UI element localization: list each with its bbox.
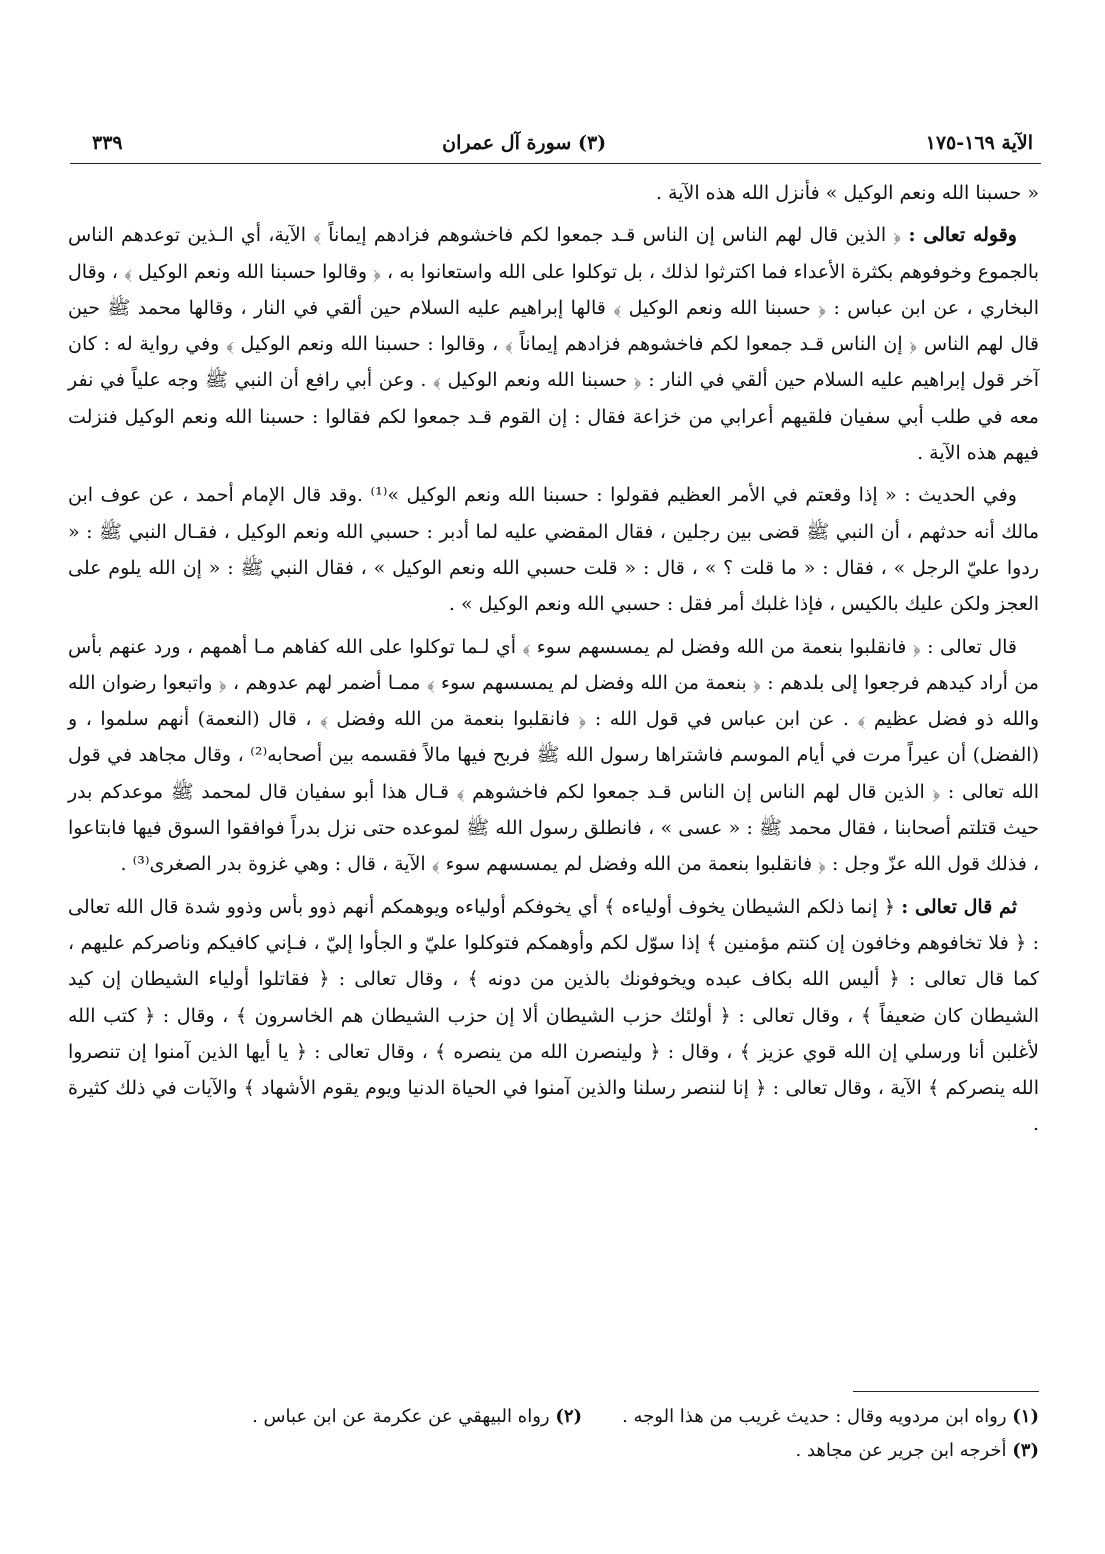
footnote-number: (٢) xyxy=(555,1406,583,1427)
footnote-number: (١) xyxy=(1012,1406,1039,1427)
footnote-row xyxy=(68,1434,1039,1468)
main-text xyxy=(68,175,1039,1149)
footnote-text: أخرجه ابن جرير عن مجاهد . xyxy=(795,1440,1007,1461)
paragraph xyxy=(68,477,1039,622)
footnote-3 xyxy=(796,1434,1039,1468)
paragraph-text: ﴿ إنما ذلكم الشيطان يخوف أولياءه ﴾ أي يخوفكم أولياءه ويوهمكم أنهم ذوو بأس وذوو شدة قال الله تعالى : ﴿ فلا تخافوهم وخافون إن كنتم مؤمنين ﴾ إذا سوّل لكم وأوهمكم فتوكلوا عليّ و الجأوا إليّ ، فـإني كافيكم وناصركم عليهم ، كما قال تعالى : ﴿ أليس الله بكاف عبده ويخوفونك بالذين من دونه ﴾ ، وقال تعالى : ﴿ فقاتلوا أولياء الشيطان إن كيد الشيطان كان ضعيفاً ﴾ ، وقال تعالى : ﴿ أولئك حزب الشيطان ألا إن حزب الشيطان هم الخاسرون ﴾ ، وقال : ﴿ كتب الله لأغلبن أنا ورسلي إن الله قوي عزيز ﴾ ، وقال : ﴿ ولينصرن الله من ينصره ﴾ ، وقال تعالى : ﴿ يا أيها الذين آمنوا إن تنصروا الله ينصركم ﴾ الآية ، وقال تعالى : ﴿ إنا لننصر رسلنا والذين آمنوا في الحياة الدنيا ويوم يقوم الأشهاد ﴾ والآيات في ذلك كثيرة . xyxy=(68,895,1039,1136)
paragraph-lead: وقوله تعالى : xyxy=(908,224,1017,247)
surah-title: (٣) سورة آل عمران xyxy=(442,132,607,154)
page-number: ٣٣٩ xyxy=(92,132,123,154)
paragraph xyxy=(68,889,1039,1143)
paragraph xyxy=(68,217,1039,471)
footnote-2 xyxy=(252,1400,582,1434)
page-header xyxy=(92,128,1033,158)
paragraph-lead: ثم قال تعالى : xyxy=(901,895,1017,918)
footnote-text: رواه ابن مردويه وقال : حديث غريب من هذا الوجه . xyxy=(622,1406,1007,1427)
paragraph-text: ﴿ الذين قال لهم الناس إن الناس قـد جمعوا لكم فاخشوهم فزادهم إيماناً ﴾ الآية، أي الـذين توعدهم الناس بالجموع وخوفوهم بكثرة الأعداء فما اكترثوا لذلك ، بل توكلوا على الله واستعانوا به ، ﴿ وقالوا حسبنا الله ونعم الوكيل ﴾ ، وقال البخاري ، عن ابن عباس : ﴿ حسبنا الله ونعم الوكيل ﴾ قالها إبراهيم عليه السلام حين ألقي في النار ، وقالها محمد ﷺ حين قال لهم الناس ﴿ إن الناس قـد جمعوا لكم فاخشوهم فزادهم إيماناً ﴾ ، وقالوا : حسبنا الله ونعم الوكيل ﴾ وفي رواية له : كان آخر قول إبراهيم عليه السلام حين ألقي في النار : ﴿ حسبنا الله ونعم الوكيل ﴾ . وعن أبي رافع أن النبي ﷺ وجه علياً في نفر معه في طلب أبي سفيان فلقيهم أعرابي من خزاعة فقال : إن القوم قـد جمعوا لكم فقالوا : حسبنا الله ونعم الوكيل فنزلت فيهم هذه الآية . xyxy=(68,224,1039,465)
paragraph xyxy=(68,175,1039,211)
paragraph xyxy=(68,629,1039,883)
paragraph-text: « حسبنا الله ونعم الوكيل » فأنزل الله هذه الآية . xyxy=(655,182,1039,204)
footnote-1 xyxy=(622,1400,1039,1434)
footnote-rule xyxy=(853,1391,1039,1392)
verse-range: الآية ١٦٩-١٧٥ xyxy=(925,132,1033,154)
paragraph-text: قال تعالى : ﴿ فانقلبوا بنعمة من الله وفضل لم يمسسهم سوء ﴾ أي لـما توكلوا على الله كفاهم مـا أهمهم ، ورد عنهم بأس من أراد كيدهم فرجعوا إلى بلدهم : ﴿ بنعمة من الله وفضل لم يمسسهم سوء ﴾ ممـا أضمر لهم عدوهم ، ﴿ واتبعوا رضوان الله والله ذو فضل عظيم ﴾ . عن ابن عباس في قول الله : ﴿ فانقلبوا بنعمة من الله وفضل ﴾ ، قال (النعمة) أنهم سلموا ، و (الفضل) أن عيراً مرت في أيام الموسم فاشتراها رسول الله ﷺ فربح فيها مالاً فقسمه بين أصحابه⁽²⁾ ، وقال مجاهد في قول الله تعالى : ﴿ الذين قال لهم الناس إن الناس قـد جمعوا لكم فاخشوهم ﴾ قـال هذا أبو سفيان قال لمحمد ﷺ موعدكم بدر حيث قتلتم أصحابنا ، فقال محمد ﷺ : « عسى » ، فانطلق رسول الله ﷺ لموعده حتى نزل بدراً فوافقوا السوق فيها فابتاعوا ، فذلك قول الله عزّ وجل : ﴿ فانقلبوا بنعمة من الله وفضل لم يمسسهم سوء ﴾ الآية ، قال : وهي غزوة بدر الصغرى⁽³⁾ . xyxy=(68,635,1039,876)
header-rule xyxy=(70,163,1041,164)
paragraph-text: وفي الحديث : « إذا وقعتم في الأمر العظيم فقولوا : حسبنا الله ونعم الوكيل »⁽¹⁾ .وقد قال الإمام أحمد ، عن عوف ابن مالك أنه حدثهم ، أن النبي ﷺ قضى بين رجلين ، فقال المقضي عليه لما أدبر : حسبي الله ونعم الوكيل ، فقـال النبي ﷺ : « ردوا عليّ الرجل » ، فقال : « ما قلت ؟ » ، قال : « قلت حسبي الله ونعم الوكيل » ، فقال النبي ﷺ : « إن الله يلوم على العجز ولكن عليك بالكيس ، فإذا غلبك أمر فقل : حسبي الله ونعم الوكيل » . xyxy=(68,484,1039,616)
footnote-text: رواه البيهقي عن عكرمة عن ابن عباس . xyxy=(252,1406,550,1427)
footnote-number: (٣) xyxy=(1012,1440,1039,1461)
footnote-row xyxy=(68,1400,1039,1434)
footnotes xyxy=(68,1400,1039,1468)
